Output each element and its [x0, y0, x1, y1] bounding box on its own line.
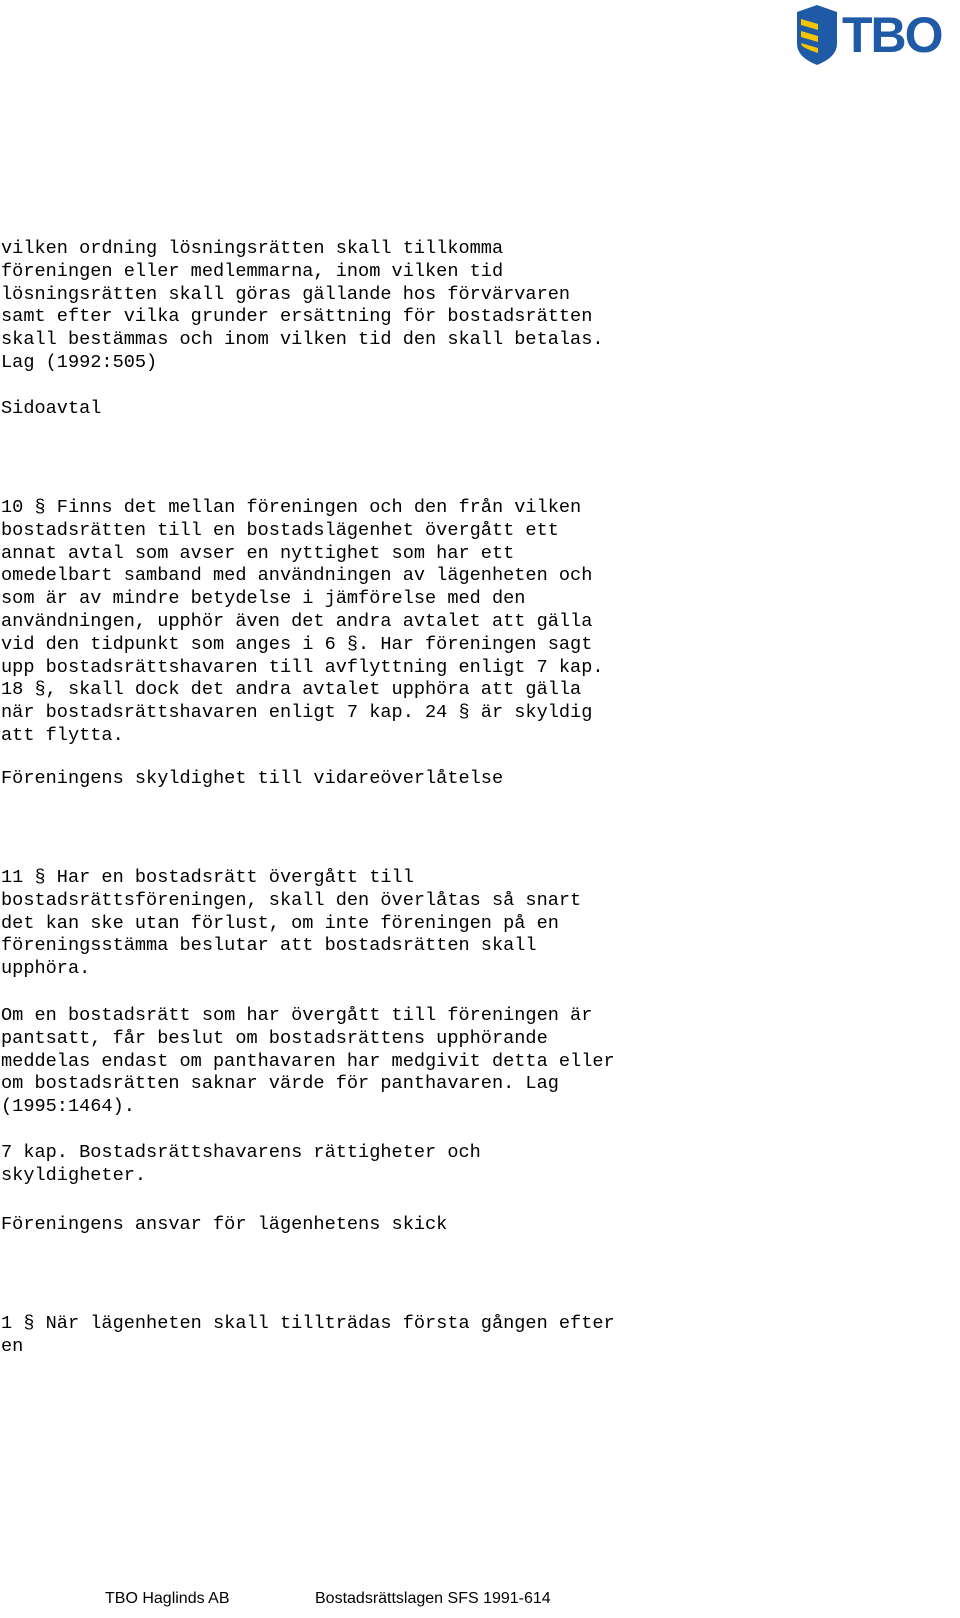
paragraph-continuation: vilken ordning lösningsrätten skall tillkomma föreningen eller medlemmarna, inom vilken tid lösningsrätten skall göras gällande hos förvärvaren samt efter vilka grunder ersättning för bostadsrätten skall bestämmas och inom vilken tid den skall betalas. Lag (1992:505)	[1, 238, 604, 373]
footer-document-title: Bostadsrättslagen SFS 1991-614	[315, 1590, 551, 1607]
shield-logo-icon	[796, 4, 838, 66]
paragraph-section-1: 1 § När lägenheten skall tillträdas första gången efter en	[1, 1313, 615, 1357]
section-heading-sidoavtal: Sidoavtal	[1, 398, 102, 419]
paragraph-section-11: 11 § Har en bostadsrätt övergått till bostadsrättsföreningen, skall den överlåtas så snart det kan ske utan förlust, om inte föreningen på en föreningsstämma beslutar att bostadsrätten skall upphöra.	[1, 867, 582, 980]
chapter-heading-7: 7 kap. Bostadsrättshavarens rättigheter och skyldigheter.	[1, 1142, 481, 1186]
paragraph-section-11-second: Om en bostadsrätt som har övergått till föreningen är pantsatt, får beslut om bostadsrättens upphörande meddelas endast om panthavaren har medgivit detta eller om bostadsrätten saknar värde för panthavaren. Lag (1995:1464).	[1, 1005, 615, 1118]
tbo-logo	[796, 4, 956, 66]
paragraph-section-10: 10 § Finns det mellan föreningen och den från vilken bostadsrätten till en bostadslägenhet övergått ett annat avtal som avser en nyttighet som har ett omedelbart samband med användningen av lägenheten och som är av mindre betydelse i jämförelse med den användningen, upphör även det andra avtalet att gälla vid den tidpunkt som anges i 6 §. Har föreningen sagt upp bostadsrättshavaren till avflyttning enligt 7 kap. 18 §, skall dock det andra avtalet upphöra att gälla när bostadsrättshavaren enligt 7 kap. 24 § är skyldig att flytta.	[1, 497, 604, 746]
logo-wordmark: TBO	[842, 7, 942, 63]
footer-company: TBO Haglinds AB	[105, 1590, 230, 1607]
section-heading-vidareoverlatelse: Föreningens skyldighet till vidareöverlåtelse	[1, 768, 504, 789]
section-heading-ansvar: Föreningens ansvar för lägenhetens skick	[1, 1214, 448, 1235]
